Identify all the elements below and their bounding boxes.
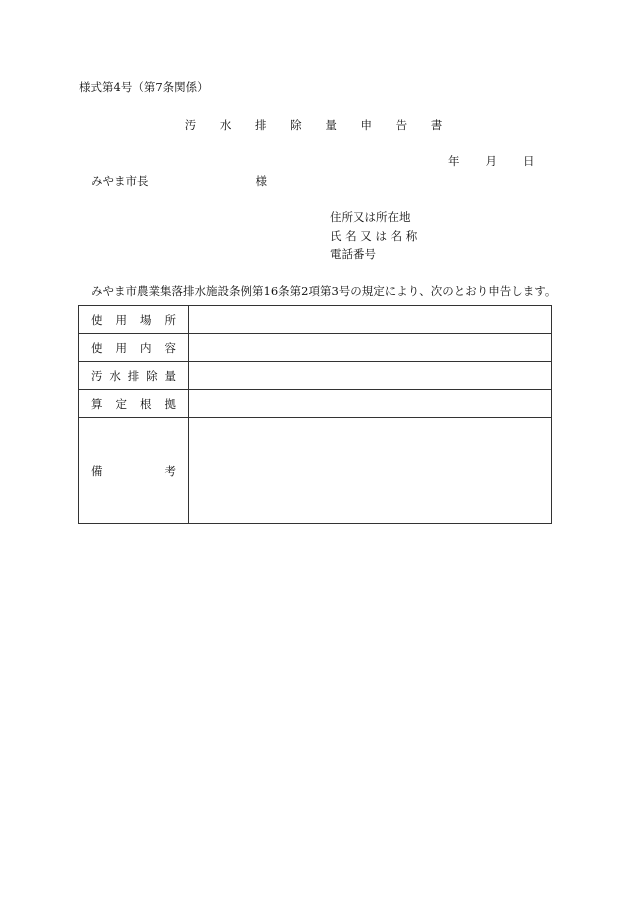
table-row <box>79 334 552 362</box>
table-row <box>79 390 552 418</box>
row-label-calculation-basis: 算 定 根 拠 <box>79 390 189 418</box>
date-month-label: 月 <box>485 154 497 168</box>
form-number: 様式第4号（第7条関係） <box>79 80 209 94</box>
usage-content-field[interactable] <box>189 334 552 362</box>
remarks-field[interactable] <box>189 418 552 524</box>
table-row <box>79 362 552 390</box>
applicant-name-label: 氏 名 又 は 名 称 <box>330 228 418 243</box>
declaration-table <box>78 305 552 524</box>
date-day-label: 日 <box>523 154 535 168</box>
addressee-honorific: 様 <box>255 174 267 188</box>
addressee-name: みやま市長 <box>91 174 149 188</box>
usage-location-field[interactable] <box>189 306 552 334</box>
applicant-phone-label: 電話番号 <box>330 247 376 261</box>
row-label-usage-location: 使 用 場 所 <box>79 306 189 334</box>
date-year-label: 年 <box>448 154 460 168</box>
row-label-remarks: 備 考 <box>79 418 189 524</box>
applicant-block <box>330 212 417 268</box>
declaration-statement: みやま市農業集落排水施設条例第16条第2項第3号の規定により、次のとおり申告します。 <box>91 284 557 298</box>
applicant-address-label: 住所又は所在地 <box>330 210 411 224</box>
addressee <box>91 176 267 188</box>
document-title: 汚 水 排 除 量 申 告 書 <box>184 118 453 132</box>
wastewater-amount-field[interactable] <box>189 362 552 390</box>
row-label-usage-content: 使 用 内 容 <box>79 334 189 362</box>
date-line <box>448 156 535 168</box>
calculation-basis-field[interactable] <box>189 390 552 418</box>
row-label-wastewater-amount: 汚 水 排 除 量 <box>79 362 189 390</box>
table-row <box>79 418 552 524</box>
table-row <box>79 306 552 334</box>
